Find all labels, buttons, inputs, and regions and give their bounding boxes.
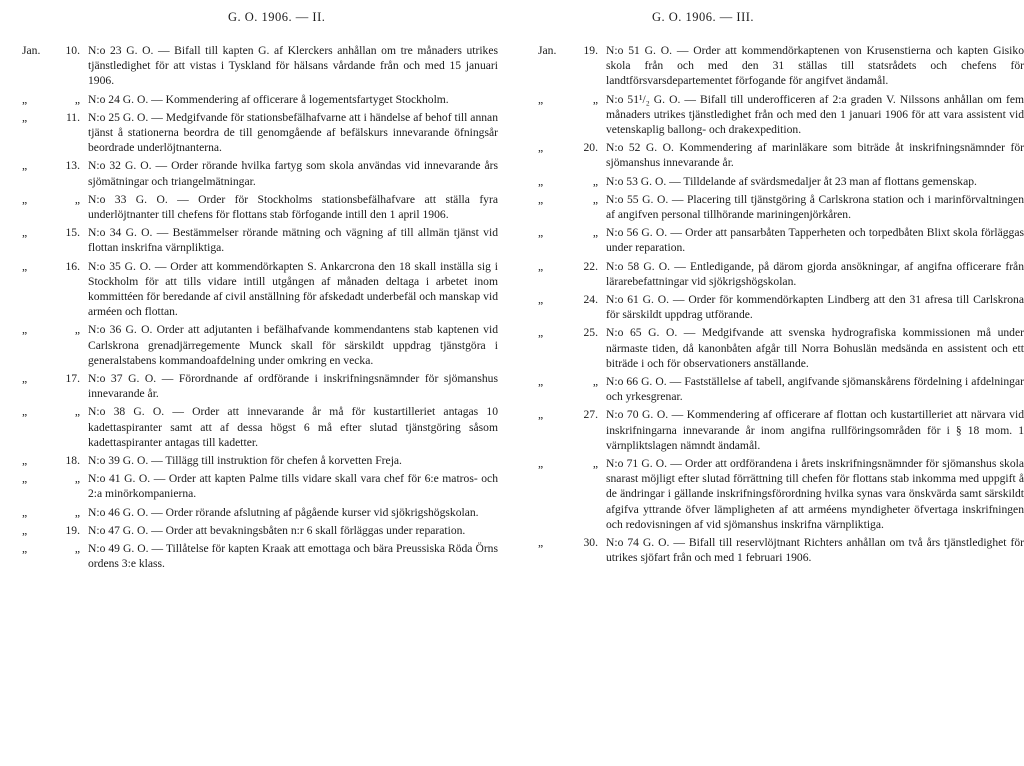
list-item: [22, 192, 498, 225]
entry-day: „: [592, 192, 598, 206]
entry-month: „: [538, 375, 544, 389]
entry-day: 13.: [65, 159, 80, 173]
list-item: [22, 322, 498, 371]
entry-month: „: [538, 174, 544, 188]
list-item: [22, 505, 498, 523]
entry-month: „: [538, 536, 544, 550]
entry-day: „: [592, 226, 598, 240]
entry-text: N:o 71 G. O. — Order att ordförandena i årets inskrifningsnämnder för sjömanshus skola snarast möjligt efter slutad förrättning till chefen för flottans stab inkomma med uppgift å de ändringar i gällande inskrifningsförordning hvilka synas vara önskvärda samt särskildt afgifva yttrande öfver lämpligheten af att arméens myndigheter öfvertaga inskrifningen och redovisningen af vid sjömanshus inskrifna värnpliktiga.: [606, 457, 1024, 531]
list-item: [538, 140, 1024, 173]
entry-text: N:o 37 G. O. — Förordnande af ordförande i inskrifningsnämnder för sjömanshus innevarande år.: [88, 372, 498, 401]
entry-month: Jan.: [538, 44, 557, 57]
entry-month: „: [22, 259, 28, 273]
entry-day: „: [74, 405, 80, 419]
entry-month: „: [538, 92, 544, 106]
page-header: G. O. 1906. — II.: [228, 10, 326, 24]
list-item: [538, 456, 1024, 535]
entry-text: N:o 55 G. O. — Placering till tjänstgöring å Carlskrona station och i marinförvaltningen af angifven personal tillhörande mariningenjörkåren.: [606, 192, 1024, 222]
list-item: [538, 325, 1024, 374]
entry-text: N:o 32 G. O. — Order rörande hvilka fartyg som skola användas vid innevarande års sjömätningar och triangelmätningar.: [88, 159, 498, 188]
entry-text: N:o 65 G. O. — Medgifvande att svenska hydrografiska kommissionen må under närmaste tiden, då kanonbåten afgår till Norra Bohuslän medsända en assistent och ett biträde i och för observationers anställande.: [606, 326, 1024, 370]
list-item: [22, 259, 498, 323]
entry-month: „: [22, 523, 28, 537]
entry-month: „: [22, 323, 28, 337]
list-item: [22, 225, 498, 258]
list-item: [22, 110, 498, 159]
entry-day: „: [74, 542, 80, 556]
entry-text: N:o 66 G. O. — Fastställelse af tabell, angifvande sjömanskårens fördelning i afdelningar och yrkesgrenar.: [606, 375, 1024, 404]
list-item: [22, 453, 498, 471]
entry-month: „: [22, 92, 28, 106]
entry-month: „: [538, 226, 544, 240]
entry-text: N:o 23 G. O. — Bifall till kapten G. af Klerckers anhållan om tre månaders utrikes tjänstledighet för att vistas i Tyskland för hälsans vårdande från och med 15 januari 1906.: [88, 44, 498, 88]
list-item: [22, 471, 498, 504]
entry-text: N:o 53 G. O. — Tilldelande af svärdsmedaljer åt 23 man af flottans gemenskap.: [606, 174, 977, 188]
list-item: [538, 225, 1024, 258]
list-item: [538, 292, 1024, 325]
page-header: G. O. 1906. — III.: [652, 10, 755, 24]
list-item: [538, 259, 1024, 292]
entry-text: N:o 49 G. O. — Tillåtelse för kapten Kraak att emottaga och bära Preussiska Röda Örns ordens 3:e klass.: [88, 542, 498, 571]
list-item: [538, 174, 1024, 192]
entry-month: „: [22, 405, 28, 419]
entry-text: N:o 46 G. O. — Order rörande afslutning af pågående kurser vid sjökrigshögskolan.: [88, 505, 479, 519]
entry-day: 24.: [583, 293, 598, 307]
entry-day: „: [74, 505, 80, 519]
entry-day: „: [74, 323, 80, 337]
entry-day: „: [74, 472, 80, 486]
entry-month: „: [538, 141, 544, 155]
entry-month: „: [22, 505, 28, 519]
entry-text: N:o 36 G. O. Order att adjutanten i befälhafvande kommendantens stab kaptenen vid Carlskrona grenadjärregemente Munck skall för särskildt uppdrag tjänstgöra i generalstabens kommandoafdelning under omkring en vecka.: [88, 323, 498, 367]
entry-day: 16.: [65, 259, 80, 273]
entry-day: 19.: [583, 44, 598, 57]
entry-day: „: [592, 457, 598, 471]
entry-text: N:o 41 G. O. — Order att kapten Palme tills vidare skall vara chef för 6:e matros- och 2:a minörkompanierna.: [88, 472, 498, 501]
entry-month: „: [538, 259, 544, 273]
list-item: [22, 92, 498, 110]
list-item: [22, 158, 498, 191]
list-item: [22, 523, 498, 541]
entry-day: „: [74, 92, 80, 106]
entry-day: 27.: [583, 408, 598, 422]
entry-text: N:o 24 G. O. — Kommendering af officerare å logementsfartyget Stockholm.: [88, 92, 449, 106]
entry-month: „: [538, 326, 544, 340]
entry-text: N:o 74 G. O. — Bifall till reservlöjtnant Richters anhållan om två års tjänstledighet för utrikes sjöfart från och med 1 februari 1906.: [606, 536, 1024, 565]
entry-month: „: [538, 192, 544, 206]
list-item: [538, 92, 1024, 141]
entry-list: [22, 43, 498, 575]
entry-month: „: [538, 457, 544, 471]
right-page: [512, 0, 1024, 766]
entry-text: N:o 56 G. O. — Order att pansarbåten Tapperheten och torpedbåten Blixt skola förläggas under reparation.: [606, 226, 1024, 255]
list-item: [22, 541, 498, 574]
entry-text: N:o 51 G. O. — Order att kommendörkaptenen von Krusenstierna och kapten Gisiko skola från och med den 31 ställas till statsrådets och chefens för landtförsvarsdepartementet förfogande för angifvet ändamål.: [606, 44, 1024, 88]
list-item: [538, 407, 1024, 456]
entry-day: 15.: [65, 226, 80, 240]
entry-day: „: [592, 174, 598, 188]
list-item: [538, 535, 1024, 568]
list-item: [538, 374, 1024, 407]
list-item: [22, 371, 498, 404]
entry-text: N:o 58 G. O. — Entledigande, på därom gjorda ansökningar, af angifna officerare från lärarebefattningar vid sjökrigshögskolan.: [606, 259, 1024, 288]
entry-text: N:o 52 G. O. Kommendering af marinläkare som biträde åt inskrifningsnämnder för sjömanshus innevarande år.: [606, 141, 1024, 170]
entry-day: 19.: [65, 523, 80, 537]
entry-day: „: [74, 192, 80, 206]
entry-text: N:o 25 G. O. — Medgifvande för stationsbefälhafvarne att i händelse af behof till annan tjänst å stationerna beordra de till genomgående af befälskurs innevarande öfningsår beordrade underlöjtnanterna.: [88, 110, 498, 155]
list-item: [22, 404, 498, 453]
entry-text: N:o 51¹/₂ G. O. — Bifall till underofficeren af 2:a graden V. Nilssons anhållan om fem månaders utrikes tjänstledighet från och med den 1 januari 1906 för att vara assistent vid vetenskaplig ballong- och drakexpedition.: [606, 92, 1024, 137]
entry-month: „: [22, 226, 28, 240]
entry-month: „: [538, 293, 544, 307]
entry-month: „: [22, 542, 28, 556]
entry-text: N:o 39 G. O. — Tillägg till instruktion för chefen å korvetten Freja.: [88, 454, 402, 468]
entry-list: [538, 43, 1024, 569]
entry-day: 20.: [583, 141, 598, 155]
entry-day: 22.: [583, 259, 598, 273]
entry-day: 30.: [583, 536, 598, 550]
entry-month: Jan.: [22, 44, 41, 57]
entry-month: „: [22, 454, 28, 468]
entry-day: 18.: [65, 454, 80, 468]
entry-day: 10.: [65, 44, 80, 57]
entry-text: N:o 38 G. O. — Order att innevarande år må för kustartilleriet antagas 10 kadettaspiranter samt att af dessa högst 6 må efter slutad tjänstgöring såsom kadettaspiranter antagas till kadetter.: [88, 405, 498, 449]
entry-month: „: [538, 408, 544, 422]
entry-text: N:o 47 G. O. — Order att bevakningsbåten n:r 6 skall förläggas under reparation.: [88, 523, 466, 537]
entry-month: „: [22, 372, 28, 386]
entry-text: N:o 34 G. O. — Bestämmelser rörande mätning och vägning af till allmän tjänst vid flottan inskrifna värnpliktiga.: [88, 226, 498, 255]
list-item: [22, 43, 498, 92]
entry-day: „: [592, 92, 598, 106]
entry-day: „: [592, 375, 598, 389]
entry-text: N:o 61 G. O. — Order för kommendörkapten Lindberg att den 31 afresa till Carlskrona för särskildt uppdrag utförande.: [606, 293, 1024, 322]
entry-day: 25.: [583, 326, 598, 340]
entry-month: „: [22, 110, 28, 124]
entry-text: N:o 35 G. O. — Order att kommendörkapten S. Ankarcrona den 18 skall inställa sig i Stockholm för att tills vidare intill utgången af månaden deltaga i arbetet inom kommittéen för beredande af civil anställning för afskedadt underbefäl och manskap vid arméen och flottan.: [88, 259, 498, 319]
list-item: [538, 192, 1024, 225]
entry-text: N:o 70 G. O. — Kommendering af officerare af flottan och kustartilleriet att närvara vid inskrifningarna innevarande år inom angifna rullföringsområden för i § 18 mom. 1 värnpliktslagen nämndt ändamål.: [606, 408, 1024, 452]
entry-text: N:o 33 G. O. — Order för Stockholms stationsbefälhafvare att ställa fyra underlöjtnanter till chefens för flottans stab förfogande intill den 1 april 1906.: [88, 192, 498, 222]
entry-month: „: [22, 472, 28, 486]
entry-month: „: [22, 192, 28, 206]
entry-day: 11.: [65, 110, 80, 124]
entry-month: „: [22, 159, 28, 173]
list-item: [538, 43, 1024, 92]
entry-day: 17.: [65, 372, 80, 386]
